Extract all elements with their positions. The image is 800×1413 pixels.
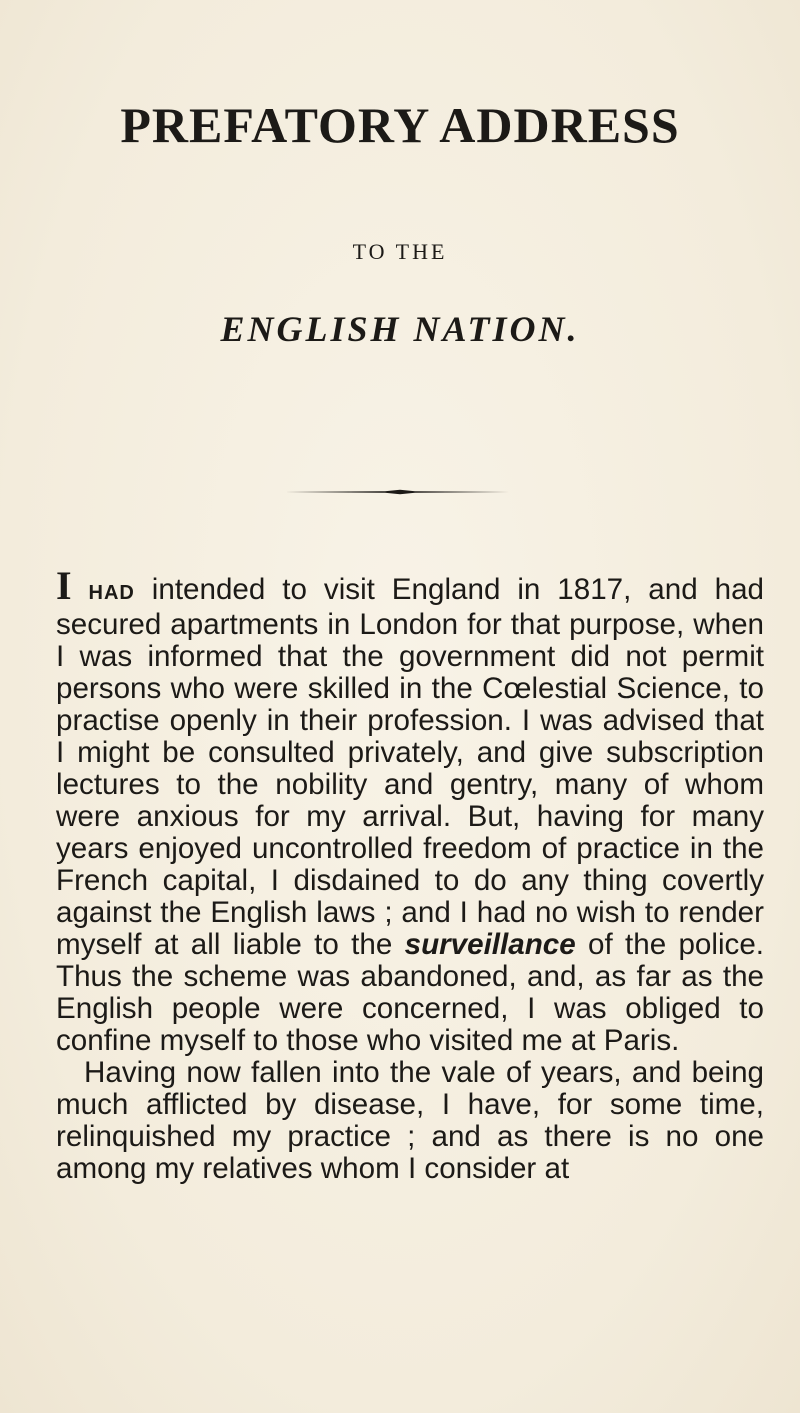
emphasis-word: surveillance (404, 928, 576, 961)
page-title: PREFATORY ADDRESS (120, 97, 680, 153)
small-caps-word: HAD (88, 582, 135, 604)
drop-cap: I (56, 563, 72, 608)
paragraph-2: Having now fallen into the vale of years, and being much afflicted by disease, I have, for some time, relinquished my practice ; and as there is no one among my relatives whom I consider at (56, 1056, 764, 1185)
body-text (56, 563, 765, 1185)
paragraph-1-text-b: of the police. Thus the scheme was abandoned, and, as far as the English people were concerned, I was obliged to confine myself to those who visited me at Paris. (56, 928, 765, 1057)
nation-heading: ENGLISH NATION. (220, 309, 580, 349)
paragraph-1 (56, 563, 765, 1057)
subtitle: TO THE (352, 239, 448, 264)
paragraph-1-text-a: intended to visit England in 1817, and had secured apartments in London for that purpose, when I was informed that the government did not permit persons who were skilled in the Cœlestial Science, to practise openly in their profession. I was advised that I might be consulted privately, and give subscription lectures to the nobility and gentry, many of whom were anxious for my arrival. But, having for many years enjoyed uncontrolled freedom of practice in the French capital, I disdained to do any thing covertly against the English laws ; and I had no wish to render myself at all liable to the (56, 573, 764, 961)
ornamental-rule (285, 488, 515, 496)
